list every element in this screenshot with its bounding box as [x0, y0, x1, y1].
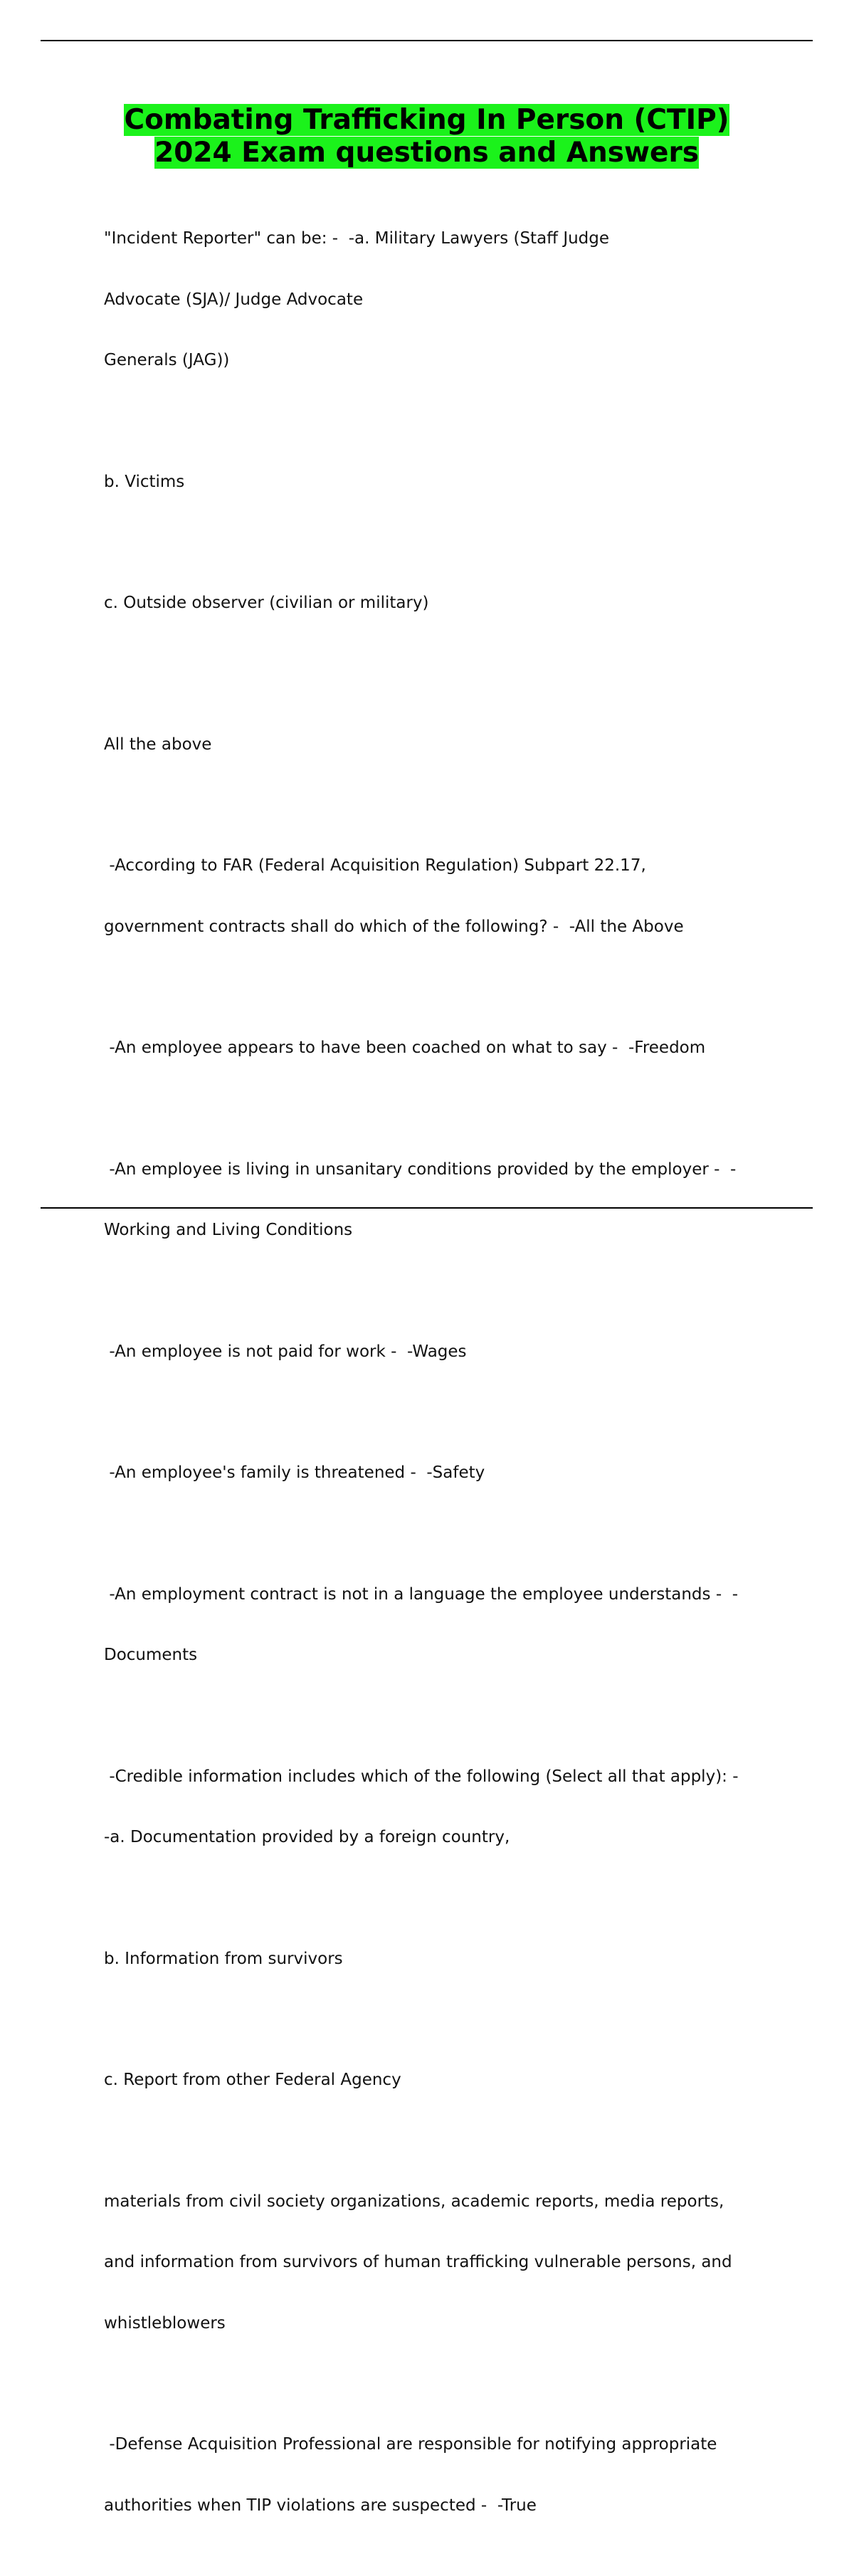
paragraph	[104, 997, 787, 1099]
text-line: and information from survivors of human trafficking vulnerable persons, and	[104, 2253, 732, 2271]
text-line: -An employee's family is threatened - -Safety	[104, 1463, 485, 1482]
text-line: Documents	[104, 1646, 198, 1664]
paragraph	[104, 1726, 787, 1888]
text-line: -An employee is not paid for work - -Wages	[104, 1342, 467, 1361]
document-body	[104, 188, 787, 2576]
paragraph	[104, 2151, 787, 2375]
document-title	[41, 104, 813, 169]
text-line: All the above	[104, 735, 212, 754]
paragraph	[104, 188, 787, 411]
paragraph	[104, 1544, 787, 1706]
text-line: -An employee appears to have been coached on what to say - -Freedom	[104, 1039, 706, 1057]
paragraph	[104, 1908, 787, 2010]
text-line: -An employee is living in unsanitary conditions provided by the employer - -	[104, 1160, 737, 1179]
text-line: Working and Living Conditions	[104, 1221, 353, 1239]
text-line: -a. Documentation provided by a foreign country,	[104, 1828, 510, 1846]
text-line: authorities when TIP violations are suspected - -True	[104, 2496, 537, 2515]
paragraph	[104, 1422, 787, 1524]
text-line: b. Information from survivors	[104, 1949, 343, 1968]
paragraph	[104, 1119, 787, 1281]
title-line-2: 2024 Exam questions and Answers	[154, 137, 699, 169]
text-line: -Credible information includes which of the following (Select all that apply): -	[104, 1767, 739, 1786]
text-line: "Incident Reporter" can be: - -a. Military Lawyers (Staff Judge	[104, 229, 610, 248]
text-line: -According to FAR (Federal Acquisition Regulation) Subpart 22.17,	[104, 856, 646, 875]
paragraph	[104, 694, 787, 796]
top-rule	[41, 40, 813, 41]
text-line: government contracts shall do which of the following? - -All the Above	[104, 917, 684, 936]
paragraph	[104, 2394, 787, 2556]
paragraph	[104, 2029, 787, 2131]
text-line: b. Victims	[104, 472, 185, 491]
bottom-rule	[41, 1207, 813, 1209]
text-line: whistleblowers	[104, 2313, 226, 2333]
title-line-1: Combating Trafficking In Person (CTIP)	[124, 104, 729, 136]
paragraph	[104, 431, 787, 533]
paragraph	[104, 1301, 787, 1403]
text-line: c. Report from other Federal Agency	[104, 2071, 401, 2089]
paragraph	[104, 552, 787, 654]
text-line: Advocate (SJA)/ Judge Advocate	[104, 290, 364, 309]
text-line: -Defense Acquisition Professional are responsible for notifying appropriate	[104, 2435, 717, 2454]
text-line: Generals (JAG))	[104, 351, 230, 369]
text-line: c. Outside observer (civilian or military)	[104, 594, 429, 612]
text-line: -An employment contract is not in a language the employee understands - -	[104, 1584, 739, 1604]
paragraph	[104, 815, 787, 977]
text-line: materials from civil society organizations, academic reports, media reports,	[104, 2192, 724, 2211]
